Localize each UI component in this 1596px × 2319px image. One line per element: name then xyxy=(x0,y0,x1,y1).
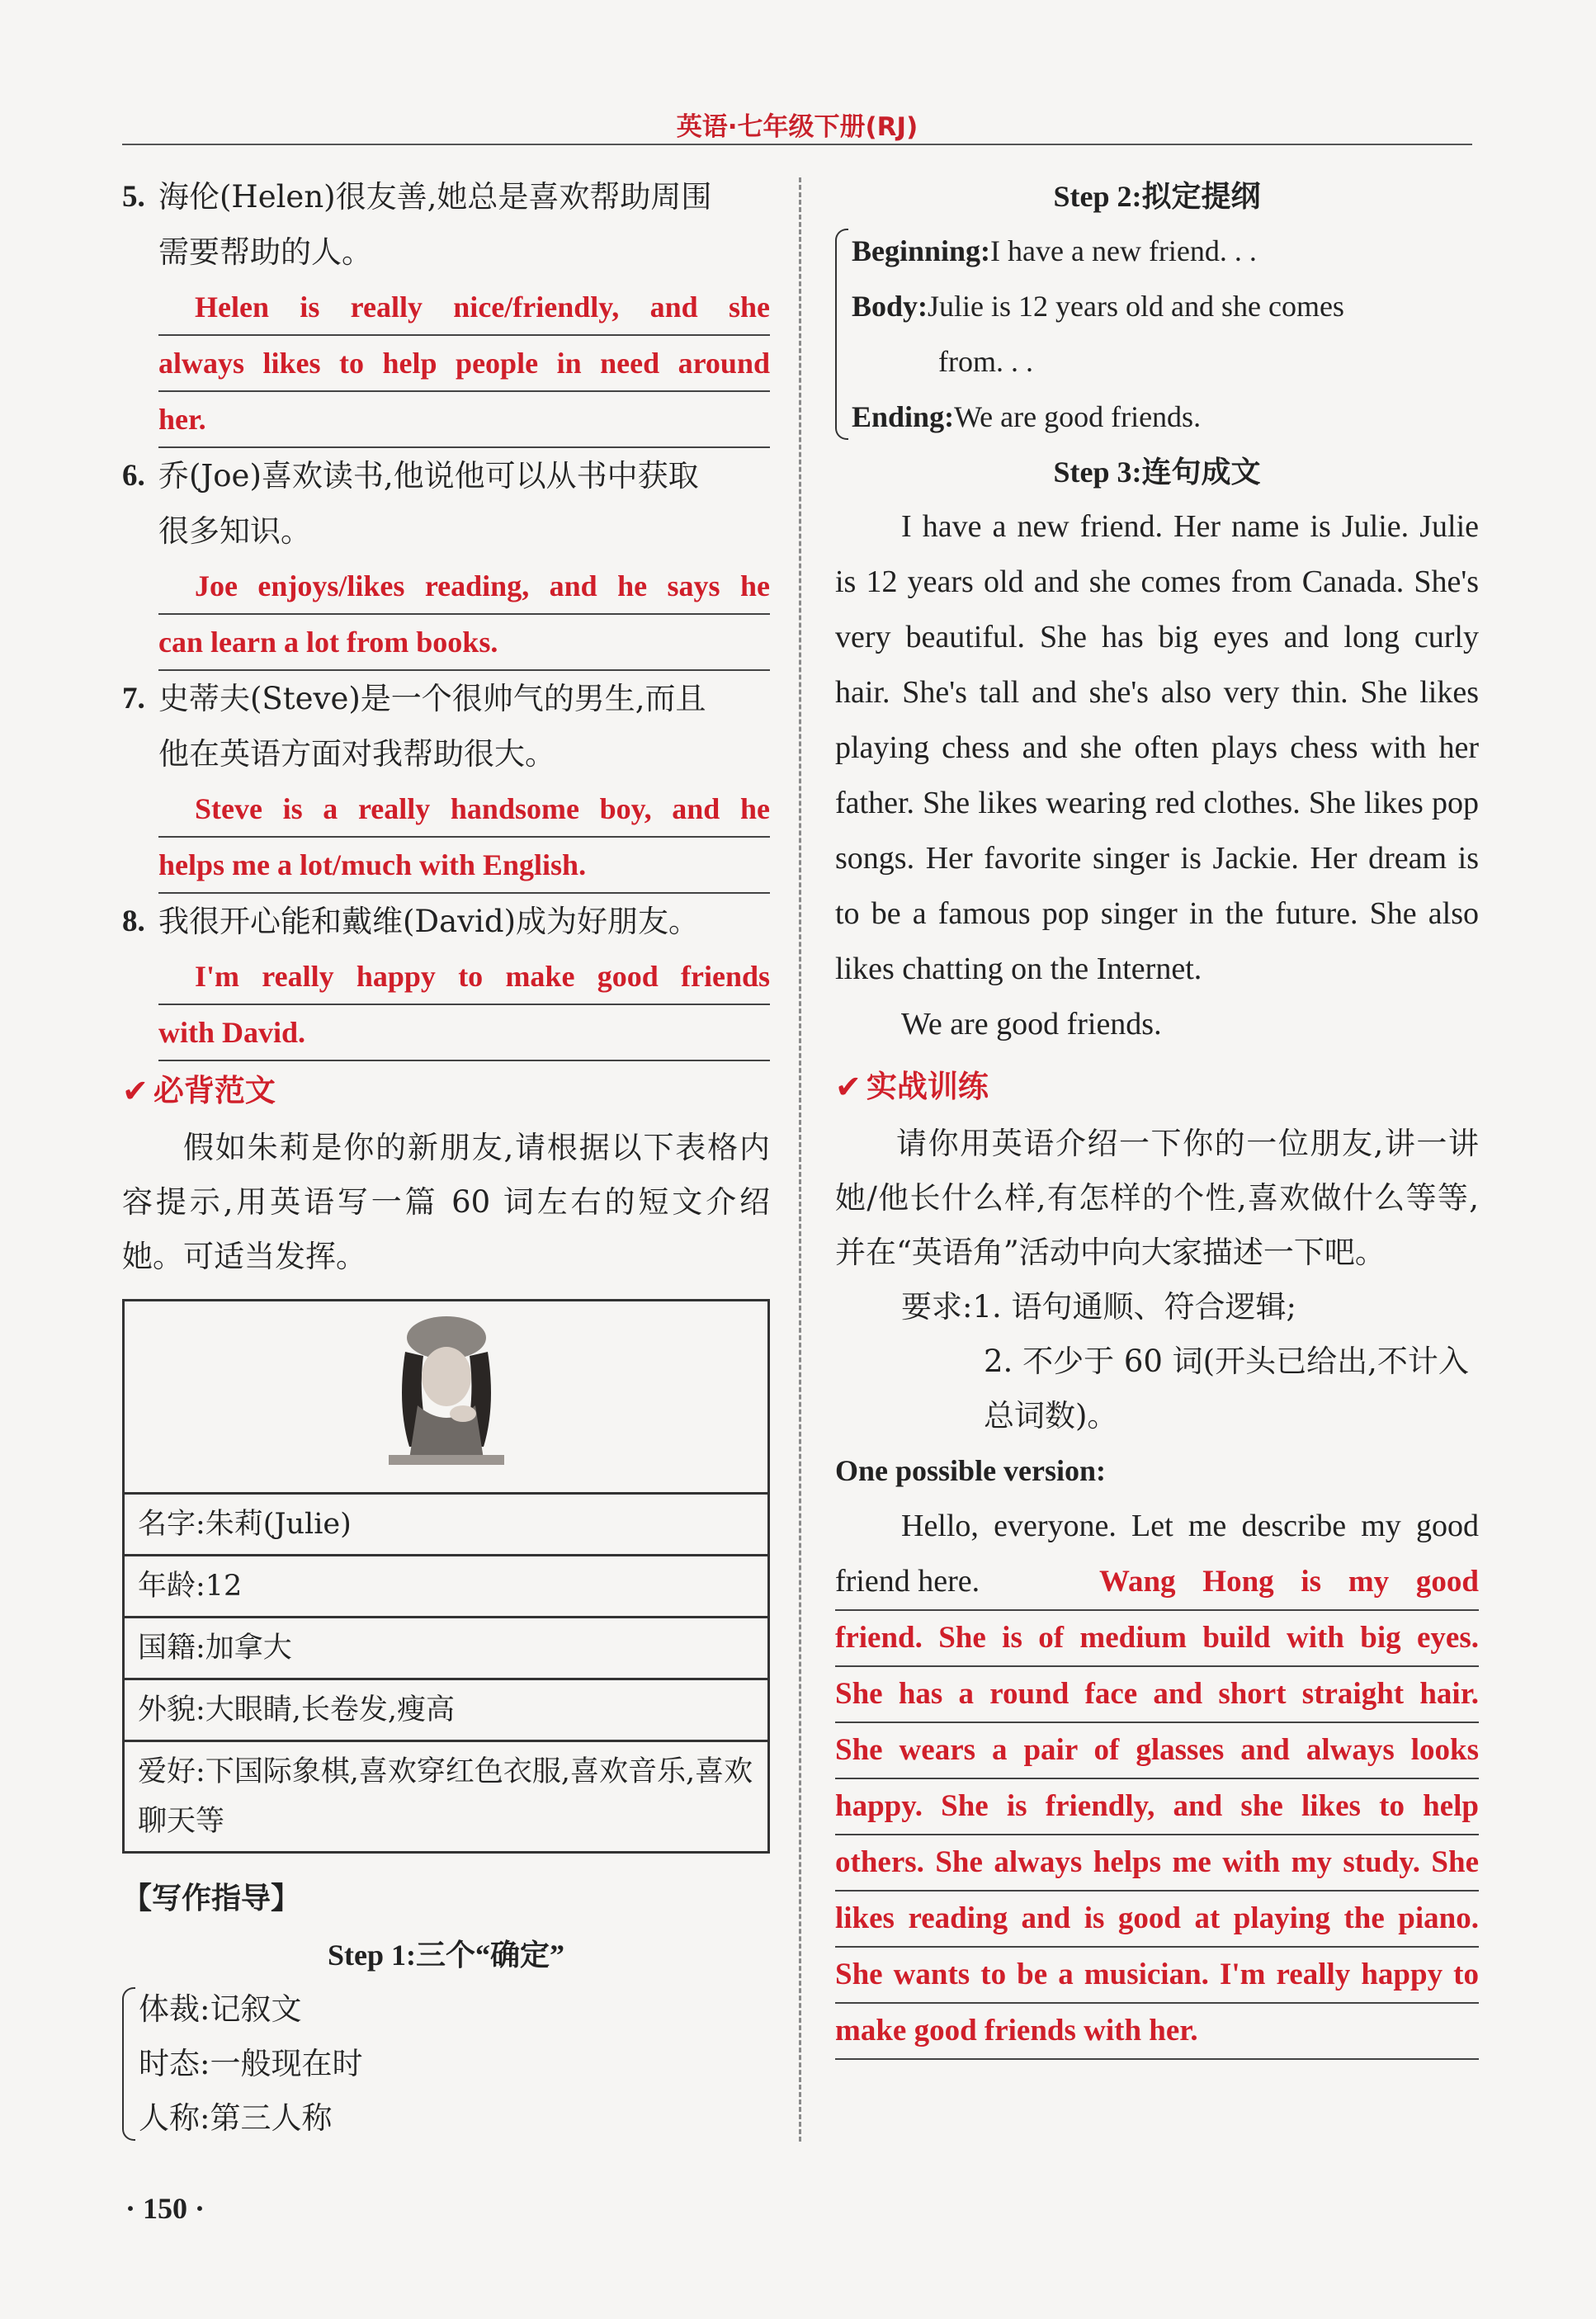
requirement-text: 1. 语句通顺、符合逻辑; xyxy=(972,1289,1296,1325)
item-prompt: 需要帮助的人。 xyxy=(158,234,372,270)
outline-item xyxy=(852,279,1479,334)
outline-item xyxy=(852,224,1479,279)
table-cell: 国籍:加拿大 xyxy=(124,1618,769,1679)
answer-line: She has a round face and short straight hair. xyxy=(835,1667,1479,1723)
model-essay-text: I have a new friend. Her name is Julie. Julie is 12 years old and she comes from Canada. She's very beautiful. She has big eyes and long curly hair. She's tall and she's also very thin. She likes playing chess and she often plays chess with her father. She likes wearing red clothes. She likes pop songs. Her favorite singer is Jackie. Her dream is to be a famous pop singer in the future. She also likes chatting on the Internet. xyxy=(835,509,1479,986)
model-essay-title xyxy=(122,1061,770,1121)
practice-prompt: 请你用英语介绍一下你的一位朋友,讲一讲她/他长什么样,有怎样的个性,喜欢做什么等等,并在“英语角”活动中向大家描述一下吧。 xyxy=(835,1126,1479,1270)
item-number: 8. xyxy=(122,904,145,938)
answer-block xyxy=(158,782,770,894)
table-row xyxy=(124,1741,769,1853)
outline-label: Beginning: xyxy=(852,234,991,267)
answer-line: her. xyxy=(158,392,770,448)
model-essay-ending: We are good friends. xyxy=(901,1007,1162,1041)
table-cell: 爱好:下国际象棋,喜欢穿红色衣服,喜欢音乐,喜欢聊天等 xyxy=(124,1741,769,1853)
info-table xyxy=(122,1299,770,1854)
step1-title: Step 1:三个“确定” xyxy=(328,1939,564,1972)
answer-line: can learn a lot from books. xyxy=(158,615,770,671)
answer-line: She wears a pair of glasses and always looks xyxy=(835,1723,1479,1779)
answer-line: friend. She is of medium build with big eyes. xyxy=(835,1611,1479,1667)
answer-line: with David. xyxy=(158,1005,770,1061)
step2-title: Step 2:拟定提纲 xyxy=(1053,180,1261,213)
answer-line: Wang Hong is my good xyxy=(835,1555,1479,1611)
exercise-item-5 xyxy=(122,169,770,448)
checkmark-icon: ✔ xyxy=(122,1073,149,1109)
answer-line: likes reading and is good at playing the piano. xyxy=(835,1892,1479,1948)
page-number: · 150 · xyxy=(125,2192,205,2225)
answer-block xyxy=(158,559,770,671)
item-number: 5. xyxy=(122,180,145,214)
answer-line: always likes to help people in need around xyxy=(158,336,770,392)
answer-line: Joe enjoys/likes reading, and he says he xyxy=(158,559,770,615)
outline-label: Ending: xyxy=(852,400,955,433)
version-answer xyxy=(835,1555,1479,2060)
answer-block xyxy=(158,949,770,1061)
answer-line: helps me a lot/much with English. xyxy=(158,838,770,894)
exercise-item-6 xyxy=(122,448,770,671)
checkmark-icon: ✔ xyxy=(835,1069,862,1105)
exercise-item-7 xyxy=(122,671,770,894)
section-title-text: 必背范文 xyxy=(153,1073,276,1108)
table-cell: 名字:朱莉(Julie) xyxy=(124,1494,769,1556)
list-item: 人称:第三人称 xyxy=(139,2100,333,2136)
writing-guide-title: 【写作指导】 xyxy=(122,1882,301,1915)
outline-item xyxy=(852,390,1479,445)
requirement-2: 2. 不少于 60 词(开头已给出,不计入总词数)。 xyxy=(984,1344,1469,1433)
answer-line: She wants to be a musician. I'm really happy to xyxy=(835,1948,1479,2004)
version-start: Hello, everyone. Let me describe my good friend here. xyxy=(835,1509,1479,1599)
brace-icon xyxy=(835,229,848,440)
answer-line: Helen is really nice/friendly, and she xyxy=(158,280,770,336)
answer-line: I'm really happy to make good friends xyxy=(158,949,770,1005)
outline-label: Body: xyxy=(852,290,928,323)
step1-list xyxy=(122,1982,770,2146)
requirement-1 xyxy=(835,1280,1479,1334)
outline-list xyxy=(835,224,1479,445)
item-prompt: 他在英语方面对我帮助很大。 xyxy=(158,736,555,772)
answer-line: make good friends with her. xyxy=(835,2004,1479,2060)
girl-portrait-image xyxy=(372,1306,521,1471)
list-item: 体裁:记叙文 xyxy=(139,1991,302,2027)
item-number: 6. xyxy=(122,459,145,493)
right-column xyxy=(835,169,1479,2060)
table-cell: 外貌:大眼睛,长卷发,瘦高 xyxy=(124,1679,769,1741)
column-divider xyxy=(799,177,801,2142)
model-prompt: 假如朱莉是你的新朋友,请根据以下表格内容提示,用英语写一篇 60 词左右的短文介绍她。可适当发挥。 xyxy=(122,1130,770,1274)
left-column xyxy=(122,169,770,2146)
outline-item xyxy=(852,334,1479,390)
table-row xyxy=(124,1618,769,1679)
table-cell: 年龄:12 xyxy=(124,1556,769,1618)
outline-text: We are good friends. xyxy=(954,400,1202,433)
table-row xyxy=(124,1301,769,1494)
outline-text: Julie is 12 years old and she comes xyxy=(928,290,1344,323)
page-header xyxy=(122,99,1472,145)
exercise-item-8 xyxy=(122,894,770,1061)
item-prompt: 史蒂夫(Steve)是一个很帅气的男生,而且 xyxy=(158,681,706,716)
table-row xyxy=(124,1494,769,1556)
item-prompt: 很多知识。 xyxy=(158,513,311,549)
header-title: 英语·七年级下册(RJ) xyxy=(676,112,918,142)
answer-line: others. She always helps me with my study. She xyxy=(835,1835,1479,1892)
section-title-text: 实战训练 xyxy=(866,1069,989,1104)
practice-title xyxy=(835,1057,1479,1117)
table-row xyxy=(124,1556,769,1618)
answer-block xyxy=(158,280,770,448)
version-label: One possible version: xyxy=(835,1454,1107,1487)
photo-cell xyxy=(124,1301,769,1494)
item-prompt: 乔(Joe)喜欢读书,他说他可以从书中获取 xyxy=(158,458,699,494)
brace-icon xyxy=(122,1987,135,2141)
answer-line: happy. She is friendly, and she likes to help xyxy=(835,1779,1479,1835)
answer-line: Steve is a really handsome boy, and he xyxy=(158,782,770,838)
requirement-label: 要求: xyxy=(901,1289,973,1325)
item-prompt: 我很开心能和戴维(David)成为好朋友。 xyxy=(158,904,700,939)
outline-text: from. . . xyxy=(938,345,1033,378)
step3-title: Step 3:连句成文 xyxy=(1053,456,1261,489)
table-row xyxy=(124,1679,769,1741)
list-item: 时态:一般现在时 xyxy=(139,2046,363,2081)
item-number: 7. xyxy=(122,682,145,716)
outline-text: I have a new friend. . . xyxy=(990,234,1257,267)
item-prompt: 海伦(Helen)很友善,她总是喜欢帮助周围 xyxy=(158,179,712,215)
